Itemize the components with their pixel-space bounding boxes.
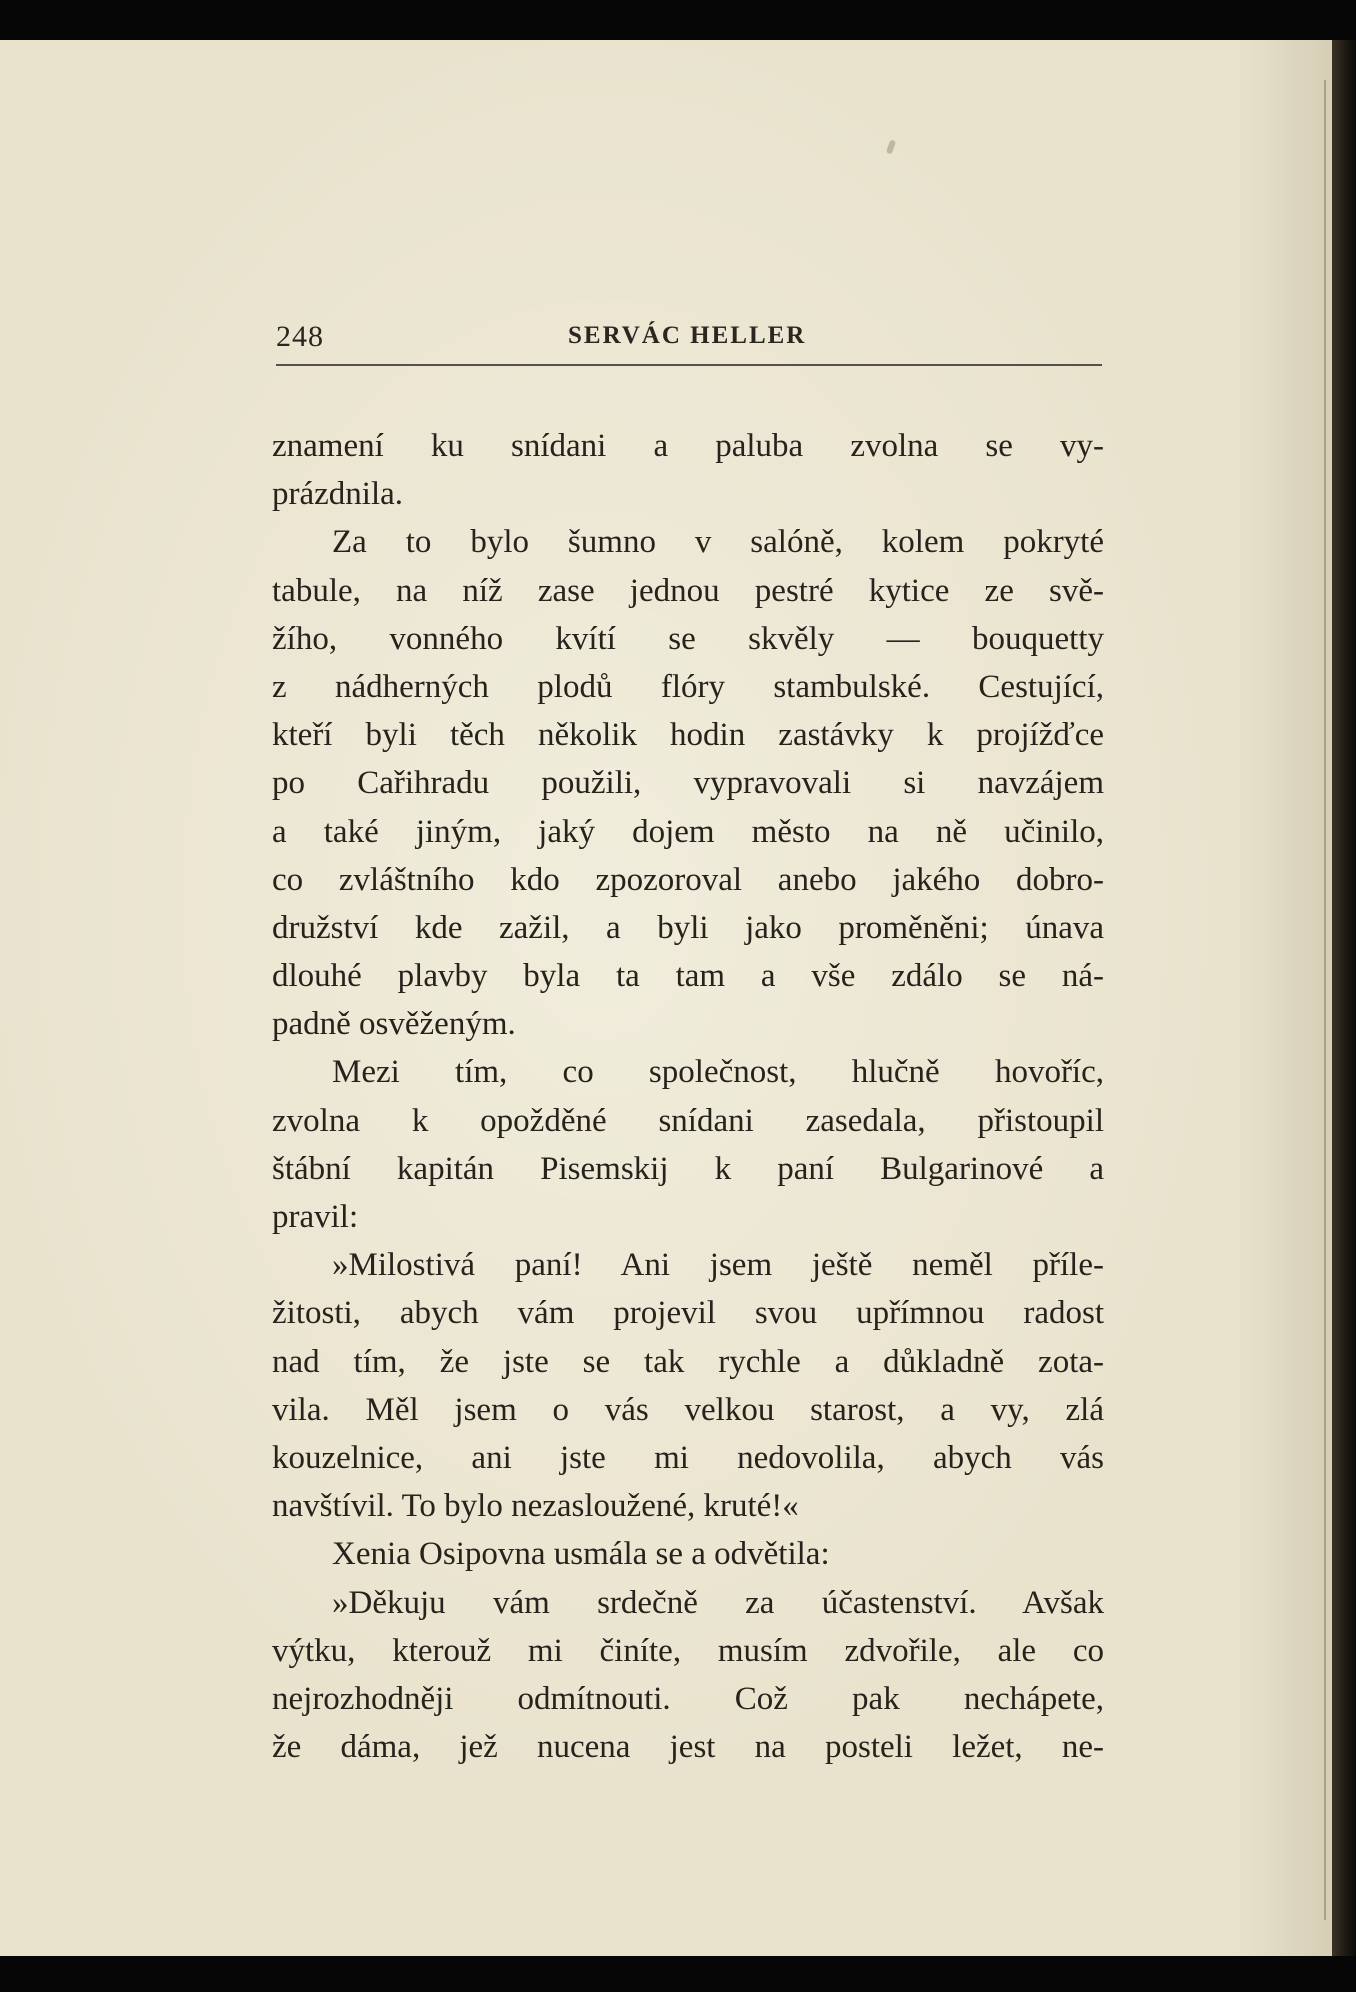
text-line: žitosti, abych vám projevil svou upřímnou radost [272,1295,1104,1332]
text-line: že dáma, jež nucena jest na posteli ležet, ne- [272,1729,1104,1766]
text-line: družství kde zažil, a byli jako proměněni; únava [272,909,1104,946]
text-line: žího, vonného kvítí se skvěly — bouquetty [272,620,1104,657]
text-line: kouzelnice, ani jste mi nedovolila, abych vás [272,1439,1104,1476]
page-header [276,270,1102,368]
text-line: z nádherných plodů flóry stambulské. Cestující, [272,668,1104,705]
text-line: nejrozhodněji odmítnouti. Což pak nechápete, [272,1680,1104,1717]
text-line: co zvláštního kdo zpozoroval anebo jakého dobro- [272,861,1104,898]
text-line: navštívil. To bylo nezasloužené, kruté!« [272,1488,799,1525]
text-line: padně osvěženým. [272,1006,516,1043]
text-line: Za to bylo šumno v salóně, kolem pokryté [332,524,1104,561]
running-head: SERVÁC HELLER [568,322,807,349]
text-line: zvolna k opožděné snídani zasedala, přistoupil [272,1102,1104,1139]
gutter-shadow-line [1324,80,1326,1920]
text-line: kteří byli těch několik hodin zastávky k projížďce [272,717,1104,754]
text-line: pravil: [272,1199,359,1235]
text-line: nad tím, že jste se tak rychle a důkladně zota- [272,1343,1104,1380]
text-line: vila. Měl jsem o vás velkou starost, a vy, zlá [272,1391,1104,1428]
text-line: znamení ku snídani a paluba zvolna se vy- [272,428,1104,464]
book-gutter [1332,40,1356,1956]
header-rule [276,364,1102,366]
text-line: štábní kapitán Pisemskij k paní Bulgarinové a [272,1150,1104,1187]
page-blemish [886,139,896,154]
text-line: výtku, kterouž mi činíte, musím zdvořile, ale co [272,1632,1104,1669]
page-number: 248 [276,320,324,353]
book-page [0,40,1338,1956]
text-line: po Cařihradu použili, vypravovali si navzájem [272,765,1104,802]
text-line: »Milostivá paní! Ani jsem ještě neměl příle- [332,1247,1104,1284]
text-line: Mezi tím, co společnost, hlučně hovoříc, [332,1054,1104,1091]
text-line: dlouhé plavby byla ta tam a vše zdálo se ná- [272,958,1104,995]
text-line: prázdnila. [272,476,404,513]
body-text [272,422,1104,1771]
text-line: »Děkuju vám srdečně za účastenství. Avšak [332,1584,1104,1621]
text-line: tabule, na níž zase jednou pestré kytice ze svě- [272,572,1104,609]
text-line: a také jiným, jaký dojem město na ně učinilo, [272,813,1104,850]
text-line: Xenia Osipovna usmála se a odvětila: [332,1536,830,1573]
